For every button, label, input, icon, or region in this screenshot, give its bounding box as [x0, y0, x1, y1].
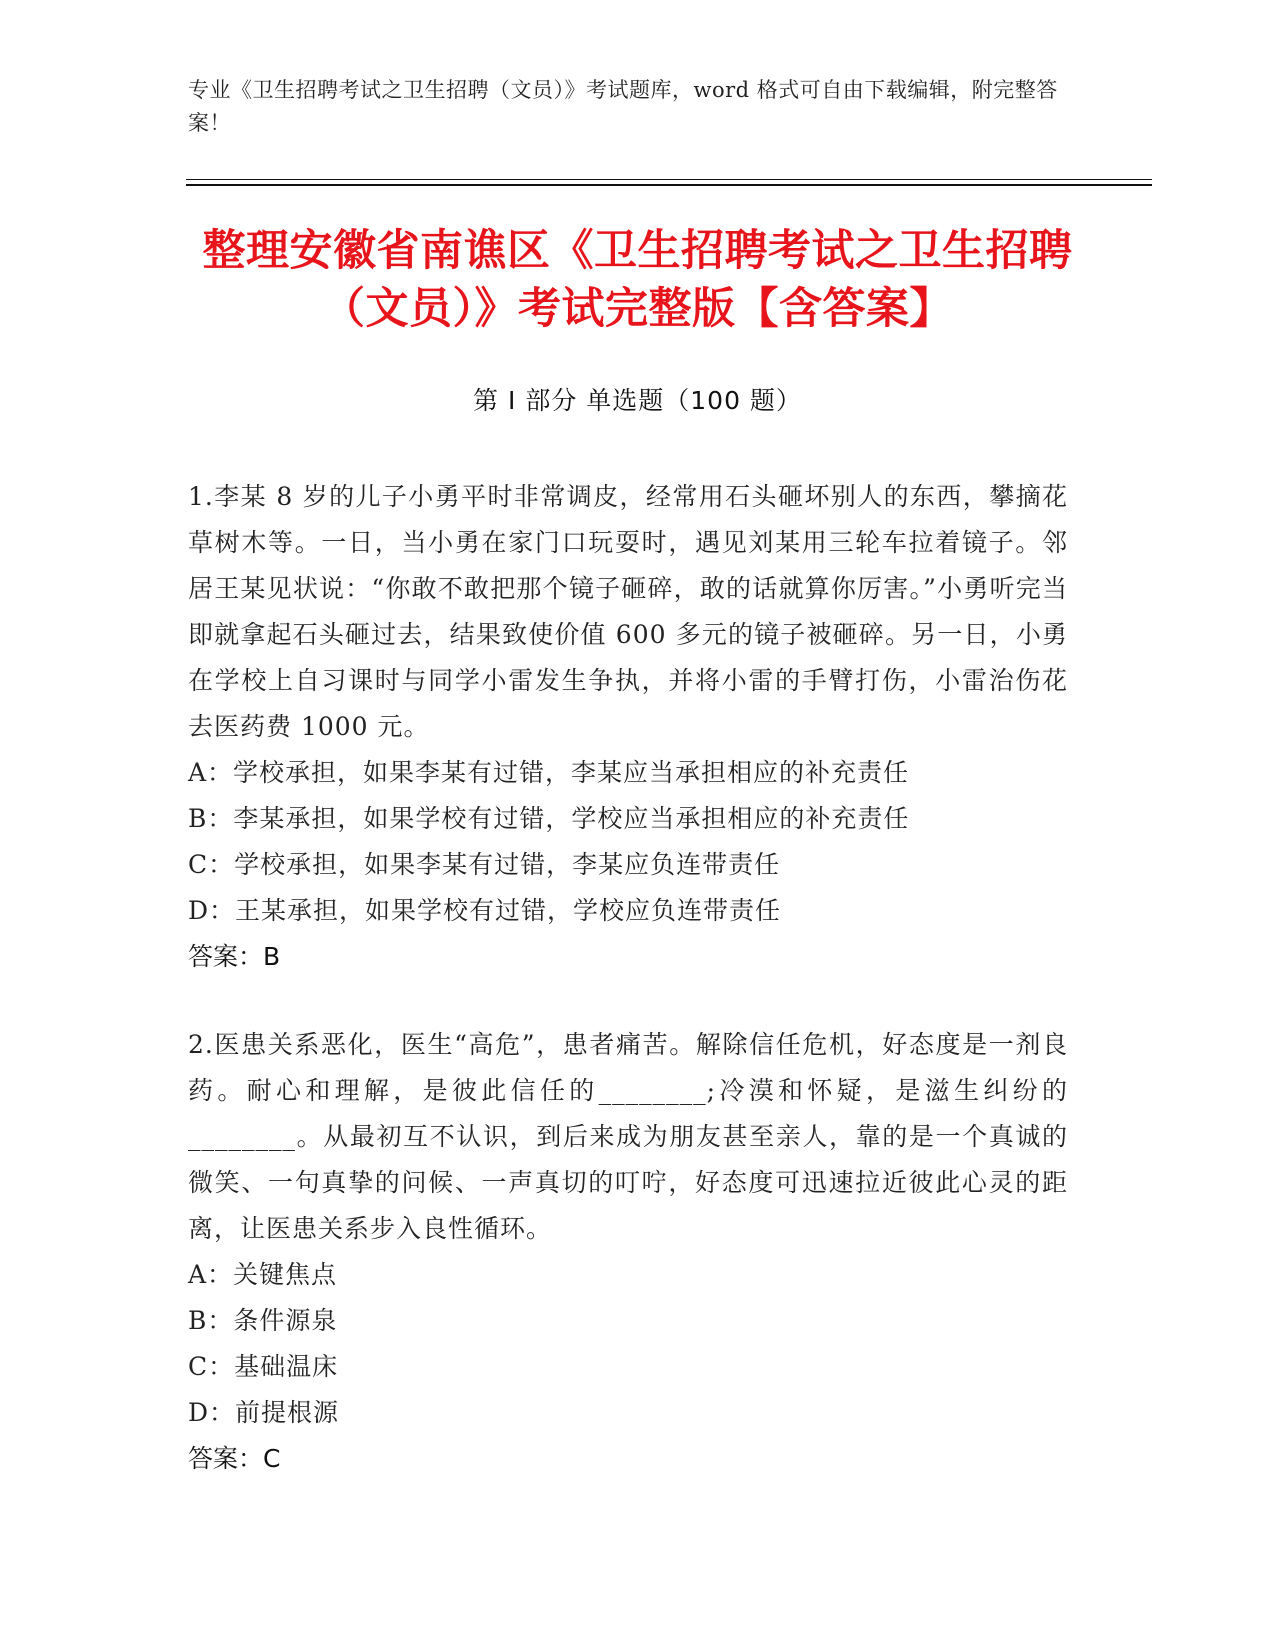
section-heading: 第 I 部分 单选题（100 题）	[473, 386, 802, 415]
option-d: D：王某承担，如果学校有过错，学校应负连带责任	[188, 896, 782, 925]
answer: 答案：C	[188, 1444, 281, 1473]
option-a: A：关键焦点	[188, 1260, 338, 1289]
question-stem: 2.医患关系恶化，医生“高危”，患者痛苦。解除信任危机，好态度是一剂良药。耐心和理解，是彼此信任的________;冷漠和怀疑，是滋生纠纷的________。从最初互不认识，到后来成为朋友甚至亲人，靠的是一个真诚的微笑、一句真挚的问候、一声真切的叮咛，好态度可迅速拉近彼此心灵的距离，让医患关系步入良性循环。	[188, 1030, 1068, 1243]
document-title: 整理安徽省南谯区《卫生招聘考试之卫生招聘（文员）》考试完整版【含答案】	[202, 226, 1073, 334]
option-a: A：学校承担，如果李某有过错，李某应当承担相应的补充责任	[188, 758, 910, 787]
header-divider-thin	[186, 179, 1152, 180]
option-c: C：学校承担，如果李某有过错，李某应负连带责任	[188, 850, 781, 879]
question-stem: 1.李某 8 岁的儿子小勇平时非常调皮，经常用石头砸坏别人的东西，攀摘花草树木等。一日，当小勇在家门口玩耍时，遇见刘某用三轮车拉着镜子。邻居王某见状说：“你敢不敢把那个镜子砸碎，敢的话就算你厉害。”小勇听完当即就拿起石头砸过去，结果致使价值 600 多元的镜子被砸碎。另一日，小勇在学校上自习课时与同学小雷发生争执，并将小雷的手臂打伤，小雷治伤花去医药费 1000 元。	[188, 482, 1068, 741]
option-c: C：基础温床	[188, 1352, 339, 1381]
option-b: B：李某承担，如果学校有过错，学校应当承担相应的补充责任	[188, 804, 910, 833]
header-note: 专业《卫生招聘考试之卫生招聘（文员）》考试题库，word 格式可自由下载编辑，附完整答案！	[188, 78, 1058, 135]
question-1	[188, 474, 1068, 980]
option-b: B：条件源泉	[188, 1306, 338, 1335]
question-2	[188, 1022, 1068, 1482]
option-d: D：前提根源	[188, 1398, 340, 1427]
header-divider-thick	[186, 184, 1152, 186]
answer: 答案：B	[188, 942, 281, 971]
